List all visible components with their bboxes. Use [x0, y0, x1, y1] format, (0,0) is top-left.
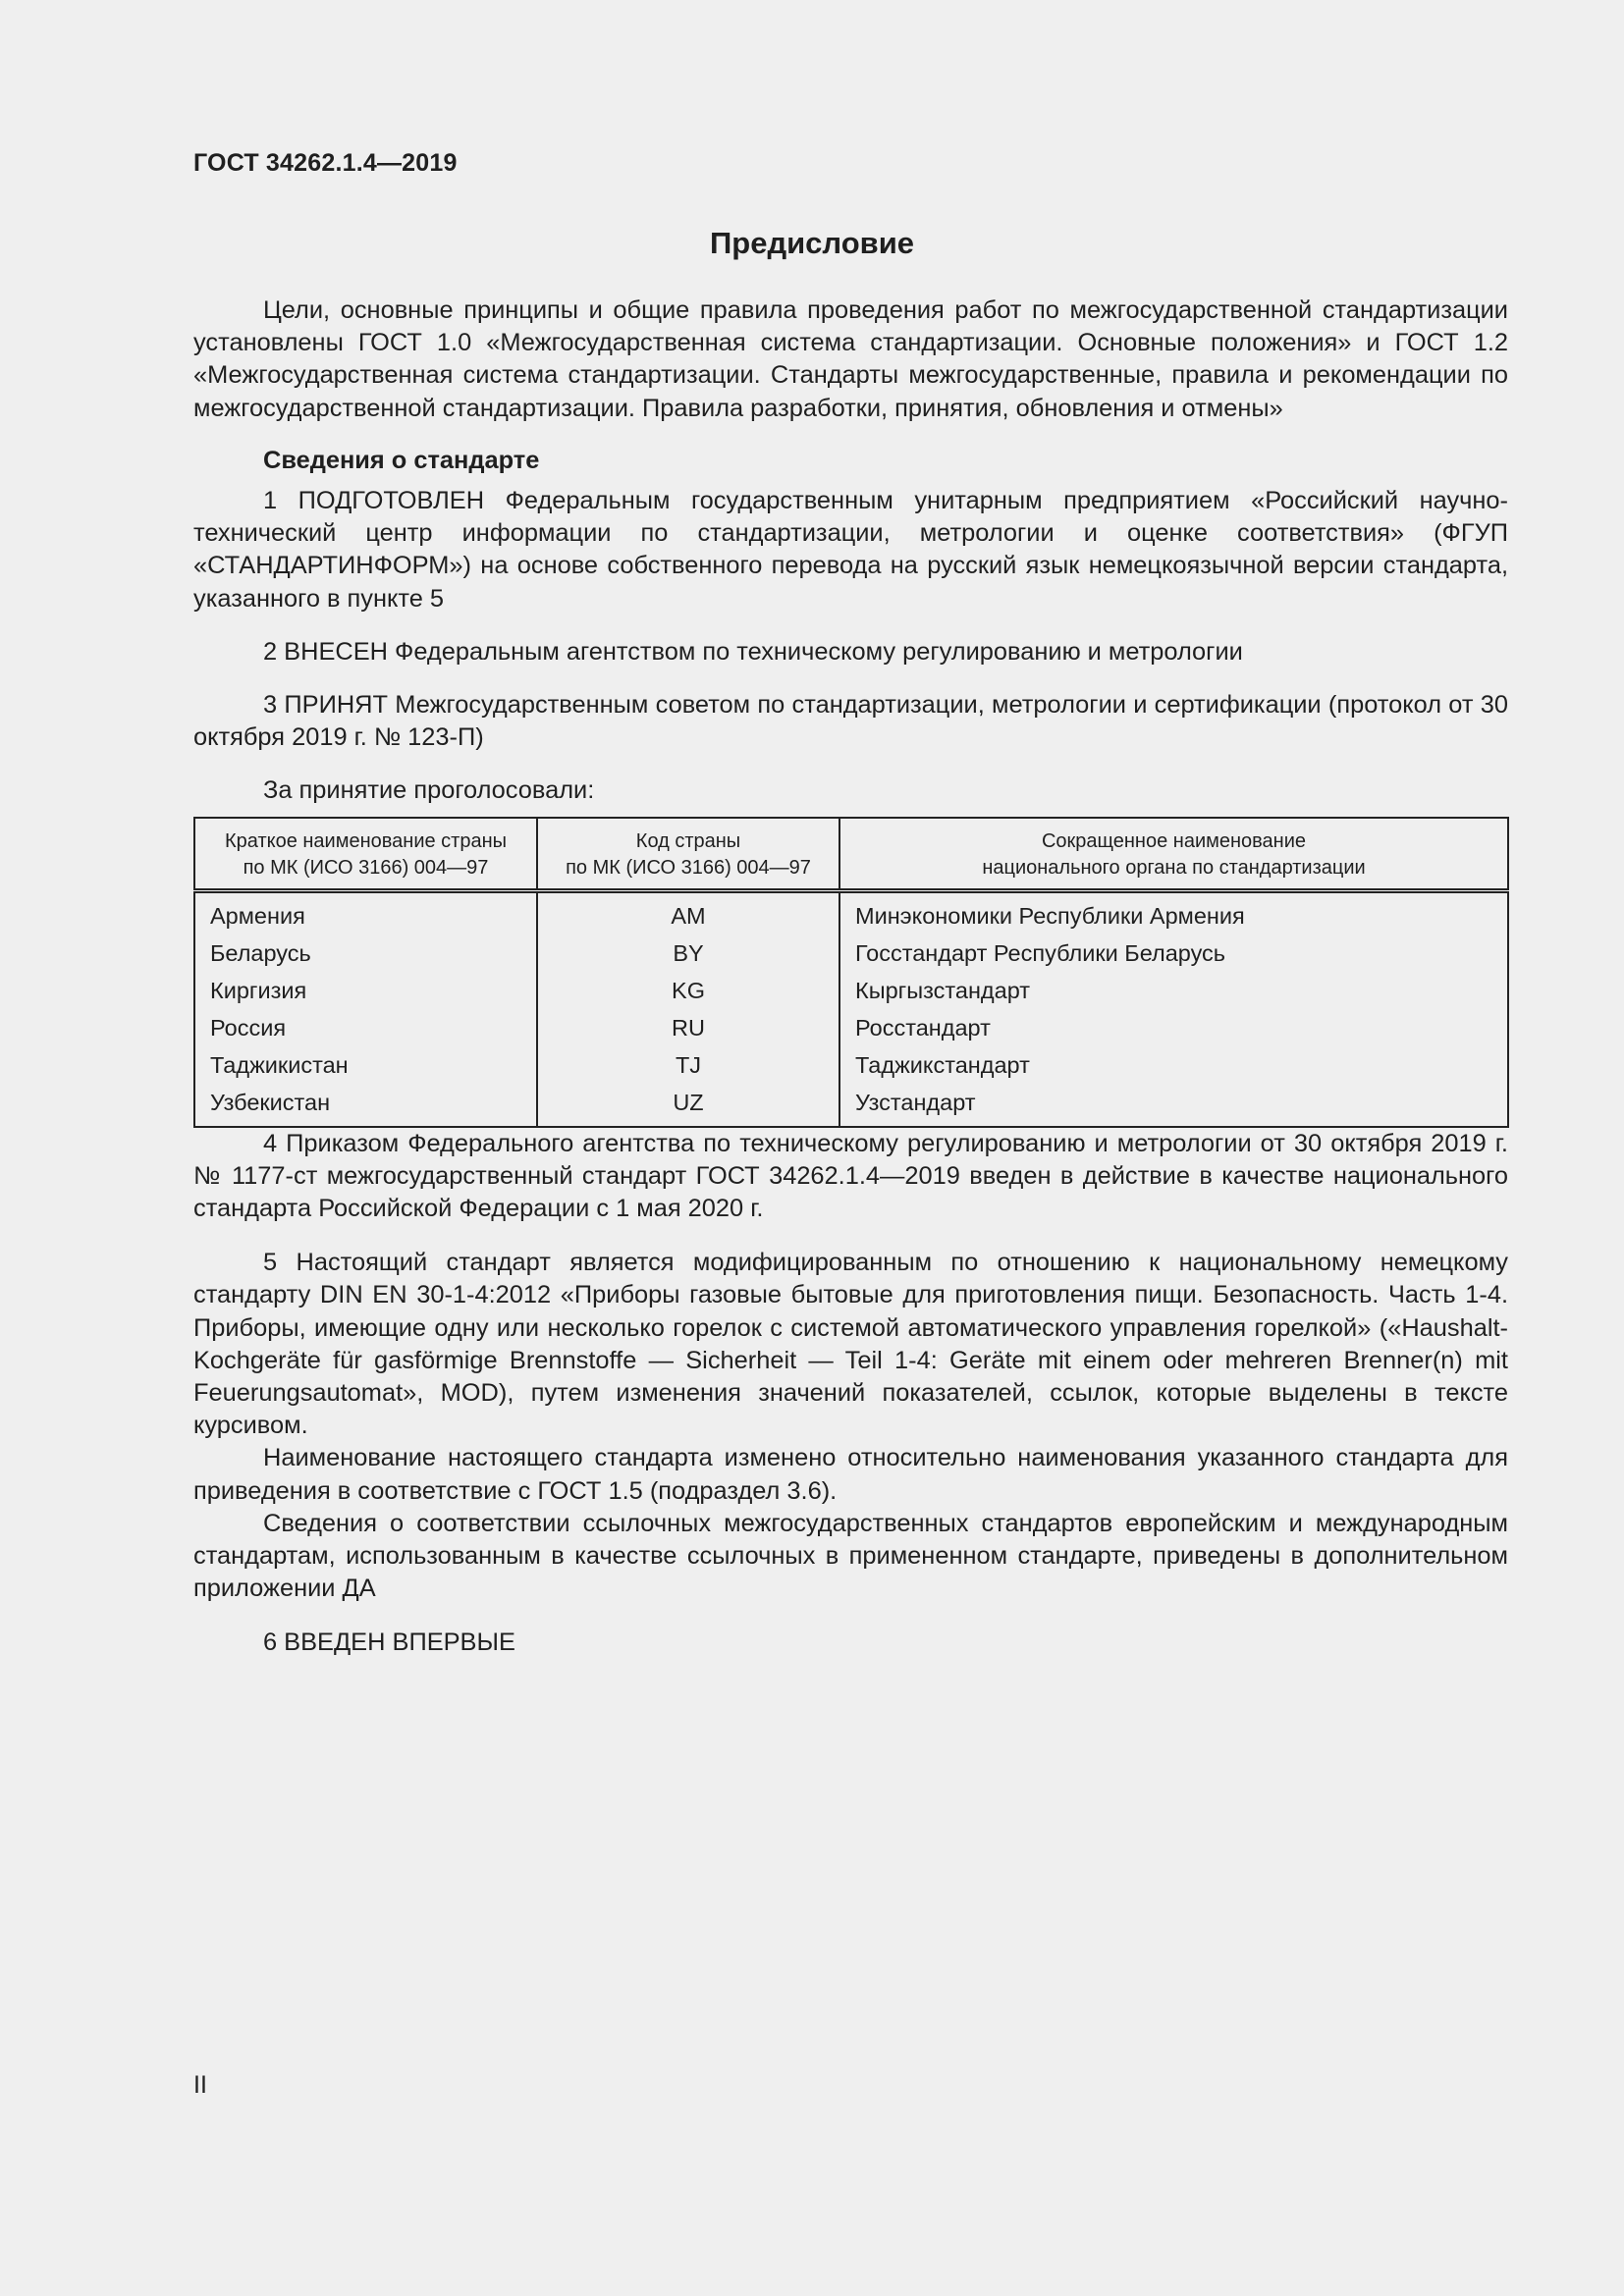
table-header-row: [194, 818, 1508, 891]
item-4-paragraph: 4 Приказом Федерального агентства по техническому регулированию и метрологии от 30 октября 2019 г. № 1177-ст межгосударственный стандарт ГОСТ 34262.1.4—2019 введен в действие в качестве национального стандарта Российской Федерации с 1 мая 2020 г.: [193, 1129, 1508, 1223]
cell-agency: Росстандарт: [839, 1009, 1508, 1046]
page-title: Предисловие: [709, 226, 914, 260]
header-line: Краткое наименование страны: [224, 829, 508, 852]
item-3-paragraph: 3 ПРИНЯТ Межгосударственным советом по стандартизации, метрологии и сертификации (протокол от 30 октября 2019 г. № 123-П): [193, 691, 1508, 752]
cell-country: Россия: [194, 1009, 537, 1046]
vote-intro: За принятие проголосовали:: [263, 776, 595, 805]
cell-agency: Узстандарт: [839, 1084, 1508, 1127]
cell-agency: Госстандарт Республики Беларусь: [839, 934, 1508, 972]
item-6-paragraph: 6 ВВЕДЕН ВПЕРВЫЕ: [263, 1629, 515, 1657]
item-5-paragraph-2: Наименование настоящего стандарта изменено относительно наименования указанного стандарта для приведения в соответствие с ГОСТ 1.5 (подраздел 3.6).: [193, 1444, 1508, 1505]
header-country-code: [537, 818, 839, 891]
item-5-paragraph-3: Сведения о соответствии ссылочных межгосударственных стандартов европейским и международным стандартам, использованным в качестве ссылочных в примененном стандарте, приведены в дополнительном приложении ДА: [193, 1509, 1508, 1603]
cell-code: UZ: [537, 1084, 839, 1127]
item-1-paragraph: 1 ПОДГОТОВЛЕН Федеральным государственным унитарным предприятием «Российский научно-технический центр информации по стандартизации, метрологии и оценке соответствия» (ФГУП «СТАНДАРТИНФОРМ») на основе собственного перевода на русский язык немецкоязычной версии стандарта, указанного в пункте 5: [193, 487, 1508, 613]
header-line: по МК (ИСО 3166) 004—97: [243, 856, 489, 879]
item-2-paragraph: 2 ВНЕСЕН Федеральным агентством по техническому регулированию и метрологии: [263, 637, 1243, 666]
cell-country: Армения: [194, 890, 537, 934]
document-body: [193, 294, 1508, 1660]
cell-code: KG: [537, 972, 839, 1009]
cell-code: BY: [537, 934, 839, 972]
table-row: [194, 1009, 1508, 1046]
header-line: национального органа по стандартизации: [982, 856, 1366, 879]
table-row: [194, 972, 1508, 1009]
cell-code: AM: [537, 890, 839, 934]
voting-table: [193, 817, 1509, 1128]
header-line: Сокращенное наименование: [1041, 829, 1307, 852]
header-line: Код страны: [635, 829, 741, 852]
cell-country: Узбекистан: [194, 1084, 537, 1127]
cell-agency: Таджикстандарт: [839, 1046, 1508, 1084]
header-line: по МК (ИСО 3166) 004—97: [566, 856, 811, 879]
cell-country: Таджикистан: [194, 1046, 537, 1084]
header-country-name: [194, 818, 537, 891]
item-5-paragraph: 5 Настоящий стандарт является модифицированным по отношению к национальному немецкому стандарту DIN EN 30-1-4:2012 «Приборы газовые бытовые для приготовления пищи. Безопасность. Часть 1-4. Приборы, имеющие одну или несколько горелок с системой автоматического управления горелкой» («Haushalt-Kochgeräte für gasförmige Brennstoffe — Sicherheit — Teil 1-4: Geräte mit einem oder mehreren Brenner(n) mit Feuerungsautomat», MOD), путем изменения значений показателей, ссылок, которые выделены в тексте курсивом.: [193, 1249, 1508, 1440]
table-row: [194, 1046, 1508, 1084]
document-header: ГОСТ 34262.1.4—2019: [193, 149, 458, 177]
table-row: [194, 890, 1508, 934]
page-number: II: [193, 2071, 207, 2099]
cell-country: Беларусь: [194, 934, 537, 972]
cell-agency: Кыргызстандарт: [839, 972, 1508, 1009]
cell-code: RU: [537, 1009, 839, 1046]
intro-paragraph: Цели, основные принципы и общие правила проведения работ по межгосударственной стандартизации установлены ГОСТ 1.0 «Межгосударственная система стандартизации. Основные положения» и ГОСТ 1.2 «Межгосударственная система стандартизации. Стандарты межгосударственные, правила и рекомендации по межгосударственной стандартизации. Правила разработки, принятия, обновления и отмены»: [193, 296, 1508, 422]
cell-code: TJ: [537, 1046, 839, 1084]
cell-agency: Минэкономики Республики Армения: [839, 890, 1508, 934]
header-standard-body: [839, 818, 1508, 891]
cell-country: Киргизия: [194, 972, 537, 1009]
table-row: [194, 934, 1508, 972]
table-row: [194, 1084, 1508, 1127]
about-heading: Сведения о стандарте: [263, 446, 540, 474]
